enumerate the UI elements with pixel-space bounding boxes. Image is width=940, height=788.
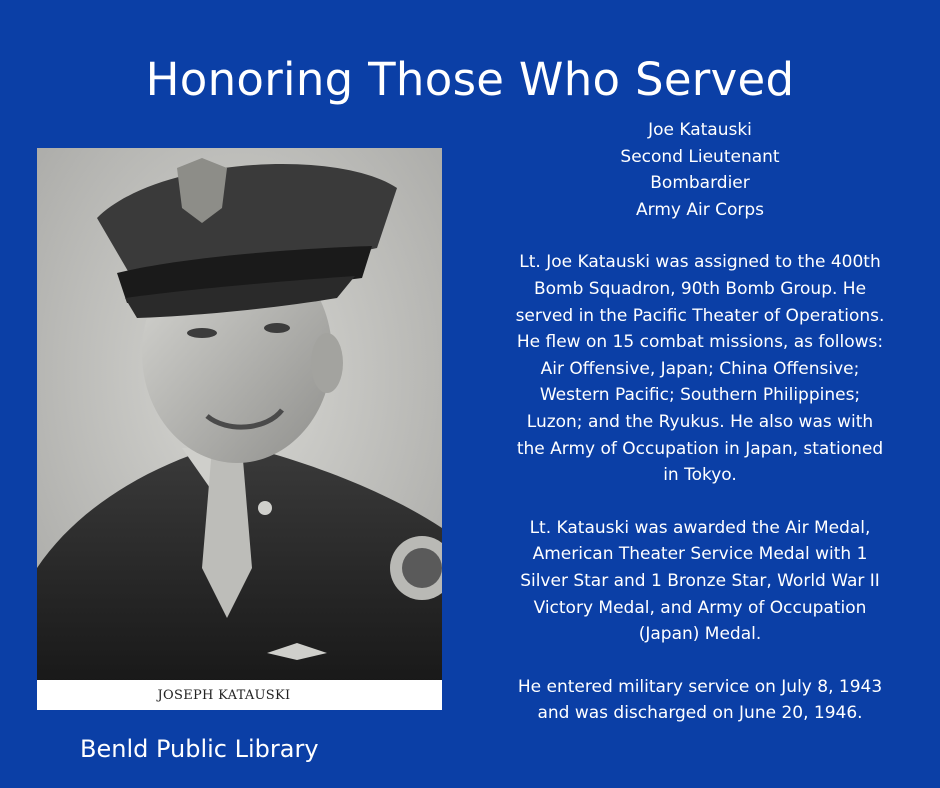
bio-line: Bomb Squadron, 90th Bomb Group. He	[533, 278, 867, 299]
profile-role: Bombardier	[650, 173, 750, 194]
bio-line: He flew on 15 combat missions, as follows:	[516, 332, 884, 353]
bio-line: Luzon; and the Ryukus. He also was with	[526, 411, 874, 432]
bio-line: Silver Star and 1 Bronze Star, World War II	[520, 570, 880, 591]
profile-rank: Second Lieutenant	[620, 146, 780, 167]
bio-paragraph-1	[484, 249, 916, 488]
bio-line: Victory Medal, and Army of Occupation	[533, 597, 867, 618]
bio-line: Lt. Joe Katauski was assigned to the 400th	[519, 252, 881, 273]
bio-line: Air Offensive, Japan; China Offensive;	[540, 358, 860, 379]
bio-paragraph-2	[484, 515, 916, 648]
bio-line: the Army of Occupation in Japan, stationed	[516, 438, 884, 459]
bio-line: and was discharged on June 20, 1946.	[537, 703, 863, 724]
library-name: Benld Public Library	[80, 735, 319, 763]
bio-line: Lt. Katauski was awarded the Air Medal,	[529, 517, 871, 538]
portrait-photo	[37, 148, 442, 710]
profile-text	[484, 117, 916, 727]
bio-line: He entered military service on July 8, 1943	[517, 676, 883, 697]
bio-paragraph-3	[484, 674, 916, 727]
photo-caption: JOSEPH KATAUSKI	[157, 688, 291, 703]
bio-line: Western Pacific; Southern Philippines;	[539, 385, 861, 406]
profile-branch: Army Air Corps	[636, 199, 764, 220]
profile-name: Joe Katauski	[648, 120, 752, 140]
page-title: Honoring Those Who Served	[145, 53, 795, 106]
bio-line: in Tokyo.	[663, 465, 737, 486]
bio-line: American Theater Service Medal with 1	[532, 544, 868, 565]
bio-line: served in the Pacific Theater of Operations.	[515, 305, 885, 326]
bio-line: (Japan) Medal.	[638, 624, 762, 645]
